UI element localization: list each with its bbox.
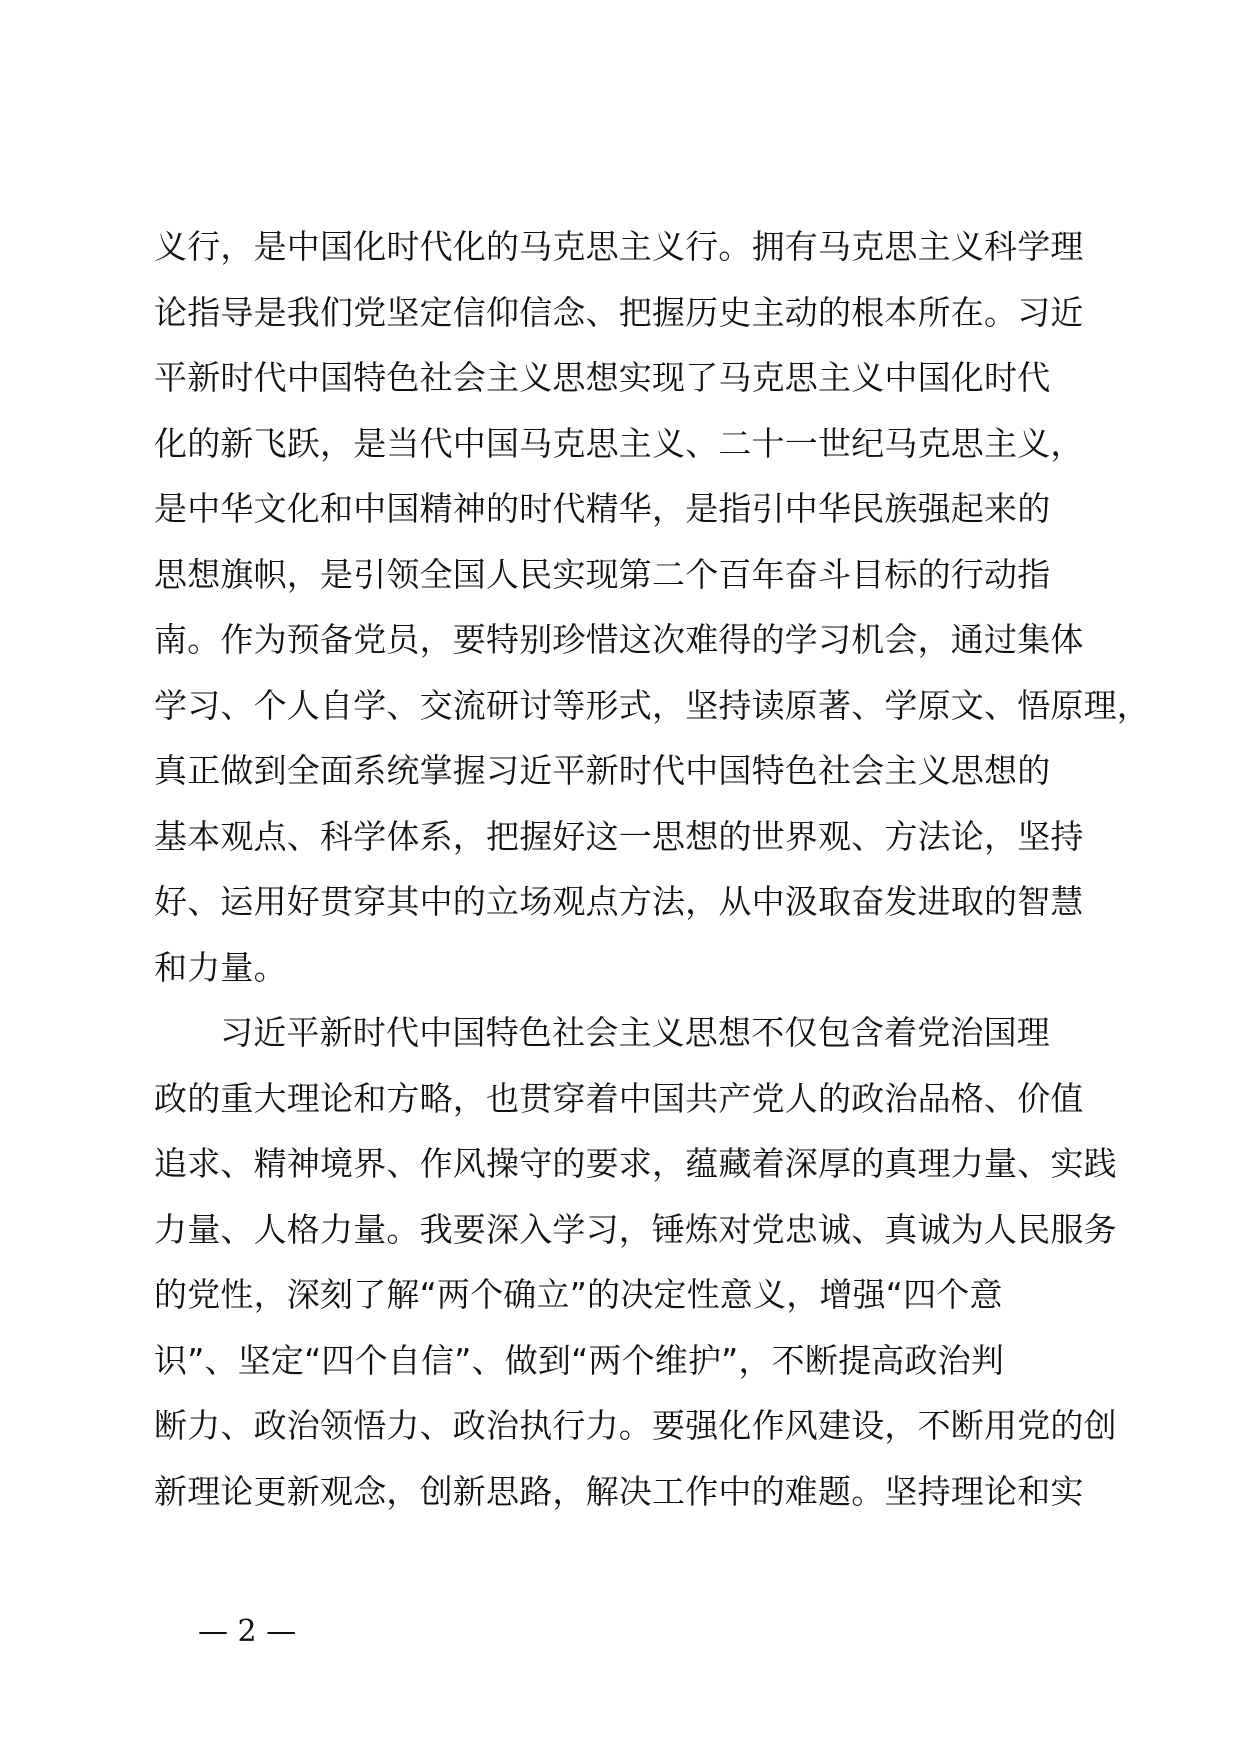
text-line: 学习、个人自学、交流研讨等形式，坚持读原著、学原文、悟原理， <box>154 685 1150 725</box>
text-line: 习近平新时代中国特色社会主义思想不仅包含着党治国理 <box>220 1013 1050 1052</box>
page-number: — 2 — <box>198 1614 297 1649</box>
text-line: 和力量。 <box>154 947 287 987</box>
text-line: 力量、人格力量。我要深入学习，锤炼对党忠诚、真诚为人民服务 <box>154 1209 1117 1249</box>
text-line: 义行，是中国化时代化的马克思主义行。拥有马克思主义科学理 <box>154 227 1084 266</box>
text-line: 是中华文化和中国精神的时代精华，是指引中华民族强起来的 <box>154 489 1051 528</box>
text-line: 化的新飞跃，是当代中国马克思主义、二十一世纪马克思主义， <box>154 423 1084 463</box>
text-line: 平新时代中国特色社会主义思想实现了马克思主义中国化时代 <box>154 358 1051 397</box>
text-line: 真正做到全面系统掌握习近平新时代中国特色社会主义思想的 <box>154 751 1051 790</box>
body-text <box>154 214 1150 1524</box>
text-line: 南。作为预备党员，要特别珍惜这次难得的学习机会，通过集体 <box>154 620 1084 659</box>
text-line: 断力、政治领悟力、政治执行力。要强化作风建设，不断用党的创 <box>154 1406 1117 1445</box>
text-line: 好、运用好贯穿其中的立场观点方法，从中汲取奋发进取的智慧 <box>154 882 1084 921</box>
text-line: 的党性，深刻了解“两个确立”的决定性意义，增强“四个意 <box>154 1275 1003 1314</box>
text-line: 思想旗帜，是引领全国人民实现第二个百年奋斗目标的行动指 <box>154 554 1051 594</box>
text-line: 新理论更新观念，创新思路，解决工作中的难题。坚持理论和实 <box>154 1471 1084 1511</box>
text-line: 追求、精神境界、作风操守的要求，蕴藏着深厚的真理力量、实践 <box>154 1144 1117 1183</box>
text-line: 基本观点、科学体系，把握好这一思想的世界观、方法论，坚持 <box>154 816 1084 856</box>
text-line: 论指导是我们党坚定信仰信念、把握历史主动的根本所在。习近 <box>154 292 1084 332</box>
text-line: 识”、坚定“四个自信”、做到“两个维护”，不断提高政治判 <box>154 1340 1005 1380</box>
text-line: 政的重大理论和方略，也贯穿着中国共产党人的政治品格、价值 <box>154 1078 1084 1118</box>
